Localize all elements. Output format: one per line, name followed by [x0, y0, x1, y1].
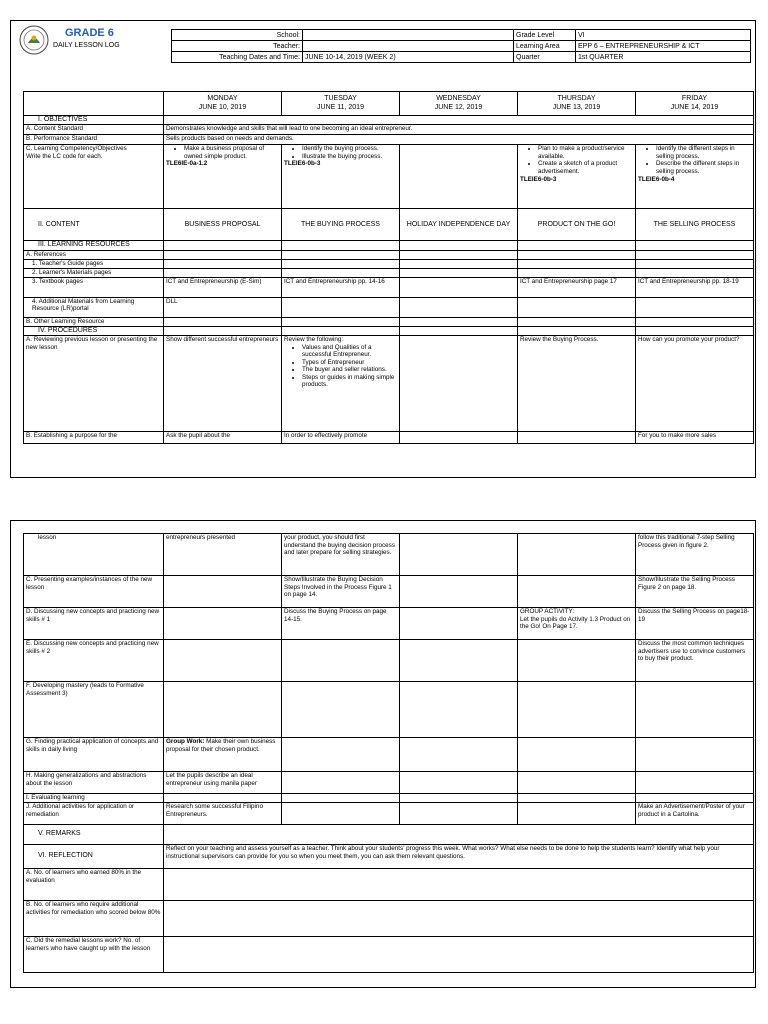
proc-f-label: F. Developing mastery (leads to Formative Assessment 3) [24, 682, 164, 738]
log-title: DAILY LESSON LOG [53, 42, 120, 49]
reflection-b-row [24, 901, 754, 937]
day-header-monday: MONDAY JUNE 10, 2019 [164, 92, 282, 116]
proc-b-friday: For you to make more sales [636, 432, 754, 444]
review-item: • Types of Entrepreneur [302, 359, 397, 367]
learners-materials-label: 2. Learner's Materials pages [24, 268, 164, 277]
competency-thursday [518, 145, 636, 209]
competency-monday [164, 145, 282, 209]
learning-resources-heading: III. LEARNING RESOURCES [24, 241, 164, 250]
proc-e-label: E. Discussing new concepts and practicing new skills # 2 [24, 640, 164, 682]
lesson-log-page-1 [10, 20, 756, 478]
competency-item: • Identify the different steps in selling process. [656, 145, 751, 160]
references-label: A. References [24, 250, 164, 259]
content-wednesday: HOLIDAY INDEPENDENCE DAY [400, 209, 518, 241]
proc-b-monday-cont: entrepreneurs presented [164, 534, 282, 576]
competency-item: • Describe the different steps in selling process. [656, 160, 751, 175]
proc-e-row [24, 640, 754, 682]
performance-standard-text: Sells products based on needs and demands. [164, 135, 754, 145]
content-standard-label: A. Content Standard [24, 125, 164, 135]
reflection-c-label: C. Did the remedial lessons work? No. of learners who have caught up with the lesson [24, 937, 164, 973]
proc-d-row [24, 608, 754, 640]
proc-c-friday: Show/Illustrate the Selling Process Figure 2 on page 18. [636, 576, 754, 608]
lc-code: TLEIE6-0b-3 [520, 175, 557, 183]
proc-b-label: B. Establishing a purpose for the [24, 432, 164, 444]
proc-b-tuesday-cont: your product, you should first understand the buying decision process and later prepare for selling strategies. [282, 534, 400, 576]
proc-i-row [24, 794, 754, 803]
proc-a-monday: Show different successful entrepreneurs [164, 336, 282, 432]
competency-item: • Create a sketch of a product advertisement. [538, 160, 633, 175]
school-label: School: [172, 30, 303, 41]
school-value [303, 30, 514, 41]
review-item: • Steps or guides in making simple products. [302, 374, 397, 389]
lc-code: TLEIE6-0b-4 [638, 175, 675, 183]
proc-c-tuesday: Show/Illustrate the Buying Decision Steps Involved in the Process Figure 1 on page 14. [282, 576, 400, 608]
proc-a-label: A. Reviewing previous lesson or presenting the new lesson [24, 336, 164, 432]
proc-b-tuesday: In order to effectively promote [282, 432, 400, 444]
proc-g-monday: Group Work: Make their own business proposal for their chosen product. [164, 738, 282, 772]
day-header-thursday: THURSDAY JUNE 13, 2019 [518, 92, 636, 116]
proc-d-tuesday: Discuss the Buying Process on page 14-15. [282, 608, 400, 640]
proc-a-row [24, 336, 754, 432]
proc-j-monday: Research some successful Filipino Entrepreneurs. [164, 803, 282, 825]
deped-seal-icon [19, 25, 49, 55]
quarter-value: 1st QUARTER [576, 52, 751, 63]
day-header-wednesday: WEDNESDAY JUNE 12, 2019 [400, 92, 518, 116]
reflection-row [24, 845, 754, 869]
proc-b-cont-label: lesson [24, 534, 164, 576]
textbook-friday: ICT and Entrepreneurship pp. 18-19 [636, 277, 754, 297]
proc-h-monday: Let the pupils describe an ideal entrepreneur using manila paper [164, 772, 282, 794]
content-friday: THE SELLING PROCESS [636, 209, 754, 241]
content-monday: BUSINESS PROPOSAL [164, 209, 282, 241]
content-thursday: PRODUCT ON THE GO! [518, 209, 636, 241]
learning-area-value: EPP 6 – ENTREPRENEURSHIP & ICT [576, 41, 751, 52]
proc-c-label: C. Presenting examples/instances of the new lesson [24, 576, 164, 608]
proc-d-label: D. Discussing new concepts and practicing new skills # 1 [24, 608, 164, 640]
other-resource-label: B. Other Learning Resource [24, 317, 164, 326]
proc-b-friday-cont: follow this traditional 7-step Selling Process given in figure 2. [636, 534, 754, 576]
proc-b-row [24, 432, 754, 444]
proc-c-row [24, 576, 754, 608]
competency-item: • Plan to make a product/service available. [538, 145, 633, 160]
reflection-text: Reflect on your teaching and assess yourself as a teacher. Think about your students' progress this week. What works? What else needs to be done to help the students learn? Identify what help your instructional supervisors can provide for you so when you meet them, you can ask them relevant questions. [164, 845, 754, 869]
lesson-grid-2 [23, 533, 754, 973]
competency-item: • Identify the buying process. [302, 145, 397, 153]
teacher-label: Teacher: [172, 41, 303, 52]
content-standard-text: Demonstrates knowledge and skills that will lead to one becoming an ideal entrepreneur. [164, 125, 754, 135]
additional-materials-label: 4. Additional Materials from Learning Resource (LR)portal [24, 297, 164, 317]
lc-code: TLE6IE-0a-1.2 [166, 160, 208, 168]
competency-item: • Illustrate the buying process. [302, 153, 397, 161]
content-tuesday: THE BUYING PROCESS [282, 209, 400, 241]
competency-label: C. Learning Competency/Objectives [26, 145, 127, 153]
proc-g-row [24, 738, 754, 772]
content-heading: II. CONTENT [24, 209, 164, 241]
reflection-heading: VI. REFLECTION [24, 845, 164, 869]
competency-friday [636, 145, 754, 209]
reflection-a-row [24, 869, 754, 901]
proc-a-friday: How can you promote your product? [636, 336, 754, 432]
proc-h-row [24, 772, 754, 794]
proc-h-label: H. Making generalizations and abstractions about the lesson [24, 772, 164, 794]
remarks-heading: V. REMARKS [24, 825, 164, 845]
proc-b-monday: Ask the pupil about the [164, 432, 282, 444]
textbook-tuesday: ICT and Entrepreneurship pp. 14-16 [282, 277, 400, 297]
competency-tuesday [282, 145, 400, 209]
lesson-log-page-2 [10, 520, 756, 988]
grade-level-value: VI [576, 30, 751, 41]
additional-monday: DLL [164, 297, 282, 317]
grade-title: GRADE 6 [65, 27, 114, 39]
quarter-label: Quarter [514, 52, 576, 63]
dates-label: Teaching Dates and Time: [172, 52, 303, 63]
proc-j-row [24, 803, 754, 825]
reflection-b-label: B. No. of learners who require additional activities for remediation who scored below 80% [24, 901, 164, 937]
proc-j-friday: Make an Advertisement/Poster of your product in a Cartolina. [636, 803, 754, 825]
review-item: • Values and Qualities of a successful Entrepreneur. [302, 344, 397, 359]
objectives-heading: I. OBJECTIVES [24, 116, 164, 125]
content-row [24, 209, 754, 241]
proc-b-cont-row [24, 534, 754, 576]
proc-d-friday: Discuss the Selling Process on page18-19 [636, 608, 754, 640]
textbook-monday: ICT and Entrepreneurship (E-Sim) [164, 277, 282, 297]
textbook-thursday: ICT and Entrepreneurship page 17 [518, 277, 636, 297]
header-info-table [171, 29, 751, 63]
competency-item: • Make a business proposal of owned simple product. [184, 145, 279, 160]
competency-row [24, 145, 754, 209]
reflection-a-label: A. No. of learners who earned 80% in the evaluation [24, 869, 164, 901]
reflection-c-row [24, 937, 754, 973]
dates-value: JUNE 10-14, 2019 (WEEK 2) [303, 52, 514, 63]
competency-wednesday [400, 145, 518, 209]
competency-note: Write the LC code for each. [26, 152, 103, 160]
group-activity-title: GROUP ACTIVITY: [520, 608, 575, 615]
teacher-value [303, 41, 514, 52]
day-header-row [24, 92, 754, 116]
day-header-friday: FRIDAY JUNE 14, 2019 [636, 92, 754, 116]
proc-j-label: J. Additional activities for application or remediation [24, 803, 164, 825]
review-item: • The buyer and seller relations. [302, 366, 397, 374]
grade-level-label: Grade Level [514, 30, 576, 41]
remarks-row [24, 825, 754, 845]
teachers-guide-label: 1. Teacher's Guide pages [24, 259, 164, 268]
proc-g-label: G. Finding practical application of concepts and skills in daily living [24, 738, 164, 772]
performance-standard-label: B. Performance Standard [24, 135, 164, 145]
textbook-label: 3. Textbook pages [24, 277, 164, 297]
lesson-grid-1 [23, 91, 754, 444]
proc-d-thursday: GROUP ACTIVITY: Let the pupils do Activity 1.3 Product on the Go! On Page 17. [518, 608, 636, 640]
proc-f-row [24, 682, 754, 738]
lc-code: TLEIE6-0b-3 [284, 160, 321, 168]
day-header-tuesday: TUESDAY JUNE 11, 2019 [282, 92, 400, 116]
proc-e-friday: Discuss the most common techniques advertisers use to convince customers to buy their product. [636, 640, 754, 682]
proc-a-tuesday: Review the following: • Values and Qualities of a successful Entrepreneur. • Types of Entrepreneur • The buyer and seller relations. • Steps or guides in making simple products. [282, 336, 400, 432]
learning-area-label: Learning Area [514, 41, 576, 52]
proc-a-thursday: Review the Buying Process. [518, 336, 636, 432]
proc-i-label: I. Evaluating learning [24, 794, 164, 803]
procedures-heading: IV. PROCEDURES [24, 326, 164, 335]
